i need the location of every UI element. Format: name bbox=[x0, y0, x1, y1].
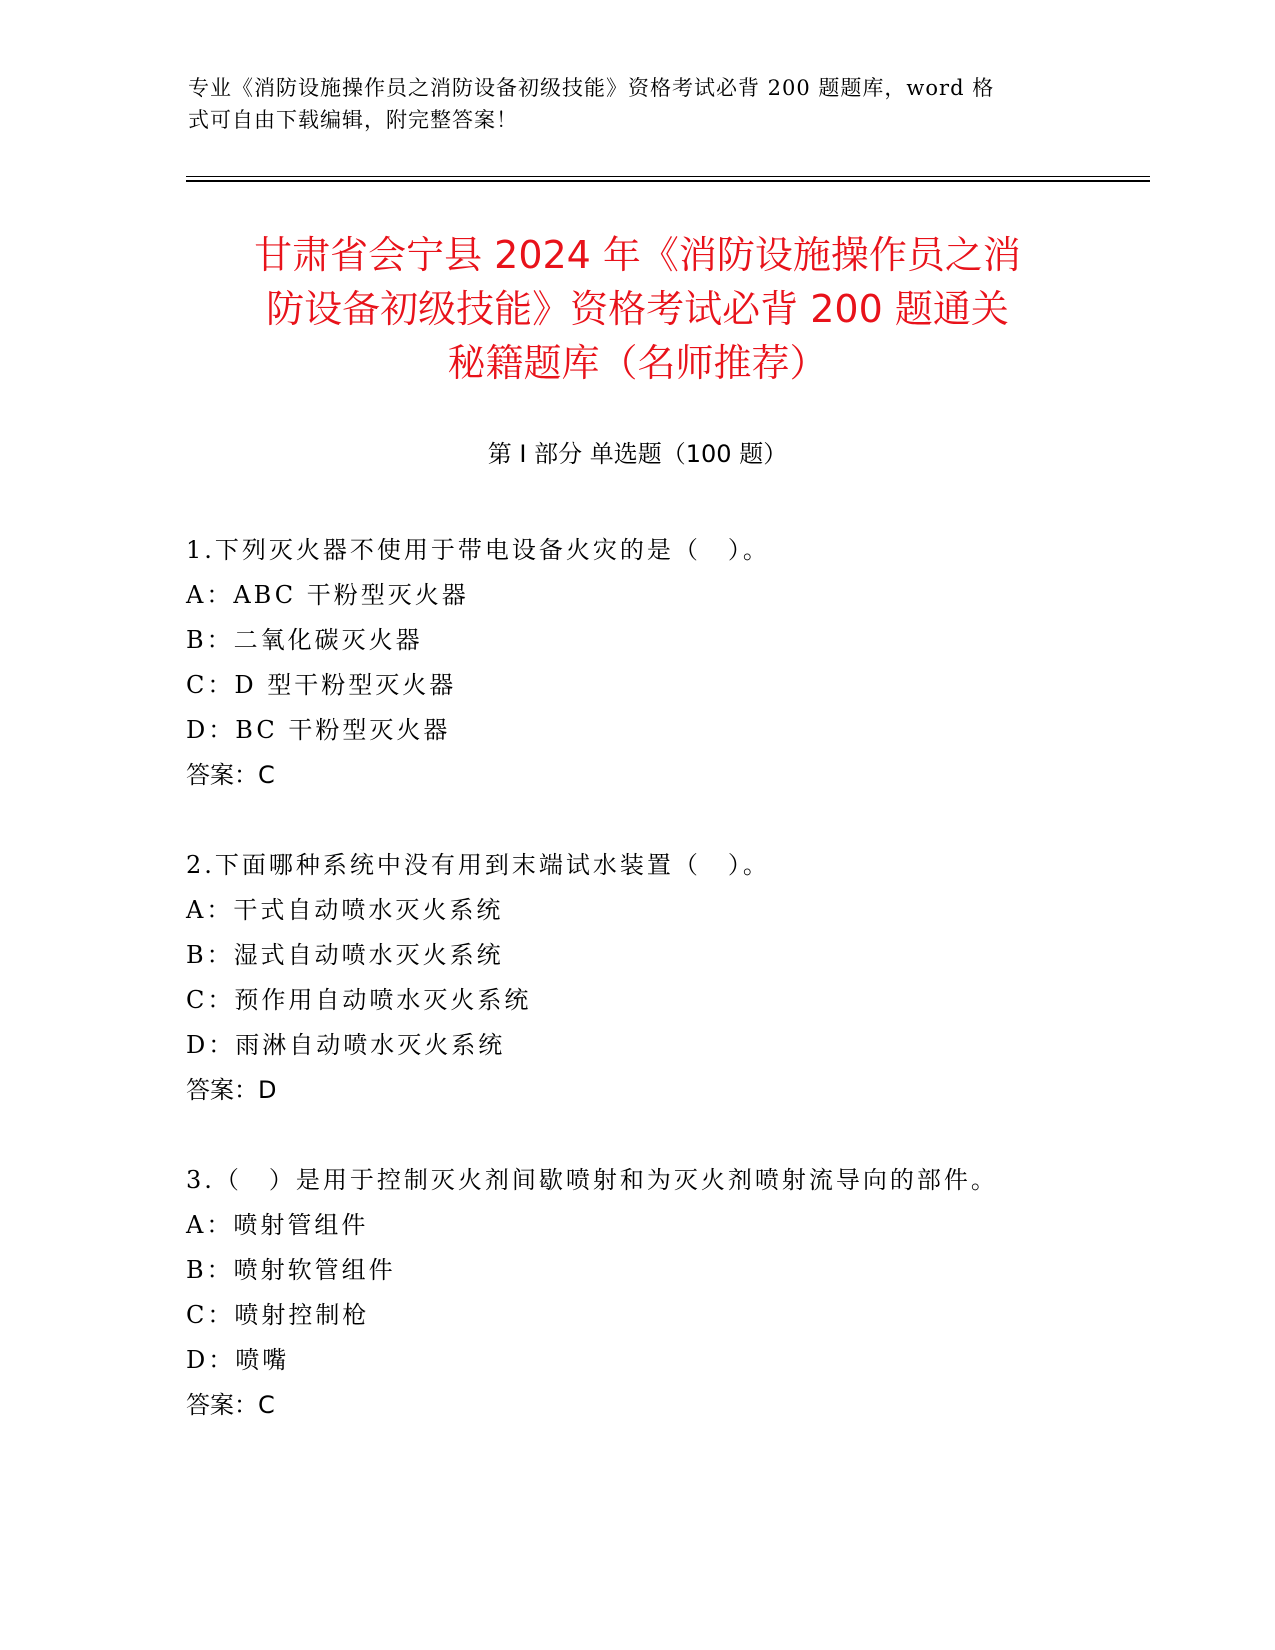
option-c: C：D 型干粉型灭火器 bbox=[186, 671, 457, 699]
header-note-line-1: 专业《消防设施操作员之消防设备初级技能》资格考试必背 200 题题库，word 格 bbox=[188, 76, 995, 100]
answer-key: 答案：C bbox=[186, 761, 275, 789]
answer-key: 答案：C bbox=[186, 1391, 275, 1419]
question-1 bbox=[186, 528, 1126, 798]
option-c: C：喷射控制枪 bbox=[186, 1301, 370, 1329]
question-stem: 2.下面哪种系统中没有用到末端试水装置（ ）。 bbox=[186, 851, 770, 879]
option-c: C：预作用自动喷水灭火系统 bbox=[186, 986, 532, 1014]
document-title bbox=[160, 228, 1115, 390]
option-a: A：ABC 干粉型灭火器 bbox=[186, 581, 469, 609]
option-d: D：喷嘴 bbox=[186, 1346, 290, 1374]
question-3 bbox=[186, 1158, 1126, 1428]
option-d: D：BC 干粉型灭火器 bbox=[186, 716, 451, 744]
question-list bbox=[186, 528, 1126, 1473]
option-b: B：喷射软管组件 bbox=[186, 1256, 396, 1284]
header-divider-thin bbox=[186, 176, 1150, 177]
option-b: B：二氧化碳灭火器 bbox=[186, 626, 423, 654]
header-divider-thick bbox=[186, 180, 1150, 182]
header-note bbox=[188, 72, 1068, 136]
question-2 bbox=[186, 843, 1126, 1113]
question-stem: 1.下列灭火器不使用于带电设备火灾的是（ ）。 bbox=[186, 536, 770, 564]
option-a: A：干式自动喷水灭火系统 bbox=[186, 896, 504, 924]
header-note-line-2: 式可自由下载编辑，附完整答案！ bbox=[188, 108, 518, 132]
option-d: D：雨淋自动喷水灭火系统 bbox=[186, 1031, 506, 1059]
option-a: A：喷射管组件 bbox=[186, 1211, 369, 1239]
section-title: 第 I 部分 单选题（100 题） bbox=[487, 440, 788, 468]
document-title-line-1: 甘肃省会宁县 2024 年《消防设施操作员之消 bbox=[254, 233, 1021, 277]
answer-key: 答案：D bbox=[186, 1076, 277, 1104]
option-b: B：湿式自动喷水灭火系统 bbox=[186, 941, 504, 969]
question-stem: 3.（ ）是用于控制灭火剂间歇喷射和为灭火剂喷射流导向的部件。 bbox=[186, 1166, 998, 1194]
document-title-line-2: 防设备初级技能》资格考试必背 200 题通关 bbox=[266, 287, 1009, 331]
document-title-line-3: 秘籍题库（名师推荐） bbox=[447, 341, 828, 385]
